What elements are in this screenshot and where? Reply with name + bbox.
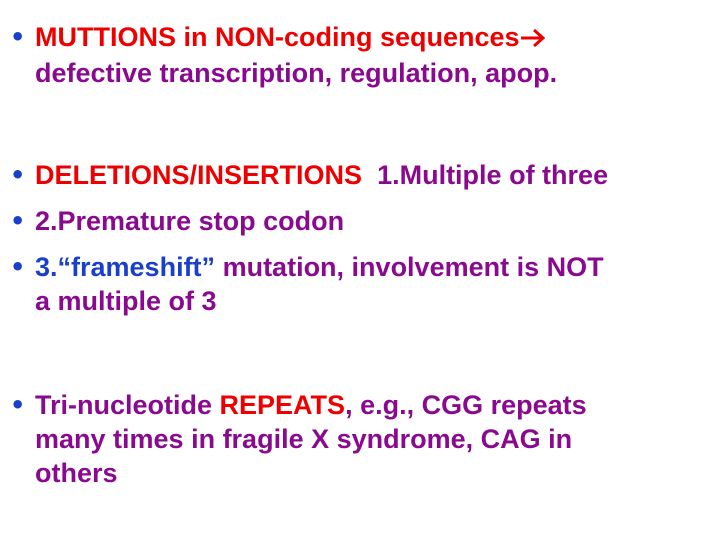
bullet-dot: • xyxy=(10,161,26,189)
stop-codon-text: 2.Premature stop codon xyxy=(35,206,345,236)
bullet-text xyxy=(35,20,715,90)
noncoding-detail: defective transcription, regulation, apop. xyxy=(35,57,558,88)
frameshift-description: mutation, involvement is NOT xyxy=(215,252,604,282)
frameshift-term: 3.“frameshift” xyxy=(35,252,216,282)
repeats-detail-cont: others xyxy=(35,458,118,488)
frameshift-description-cont: a multiple of 3 xyxy=(35,286,217,316)
noncoding-heading: MUTTIONS in NON-coding sequences xyxy=(35,22,520,52)
deletions-heading: DELETIONS/INSERTIONS xyxy=(35,160,363,190)
right-arrow-icon xyxy=(520,22,546,56)
repeats-term: REPEATS xyxy=(219,390,346,420)
bullet-dot: • xyxy=(10,391,26,419)
multiple-of-three-text: 1.Multiple of three xyxy=(377,160,609,190)
repeats-example: , e.g., CGG repeats xyxy=(345,390,587,420)
bullet-text xyxy=(35,204,715,238)
bullet-dot: • xyxy=(10,253,26,281)
bullet-text xyxy=(35,250,715,318)
bullet-dot: • xyxy=(10,207,26,235)
bullet-text xyxy=(35,158,715,192)
repeats-detail: many times in fragile X syndrome, CAG in xyxy=(35,424,573,454)
bullet-text xyxy=(35,388,715,490)
trinucleotide-text: Tri-nucleotide xyxy=(35,390,220,420)
bullet-dot: • xyxy=(10,23,26,51)
